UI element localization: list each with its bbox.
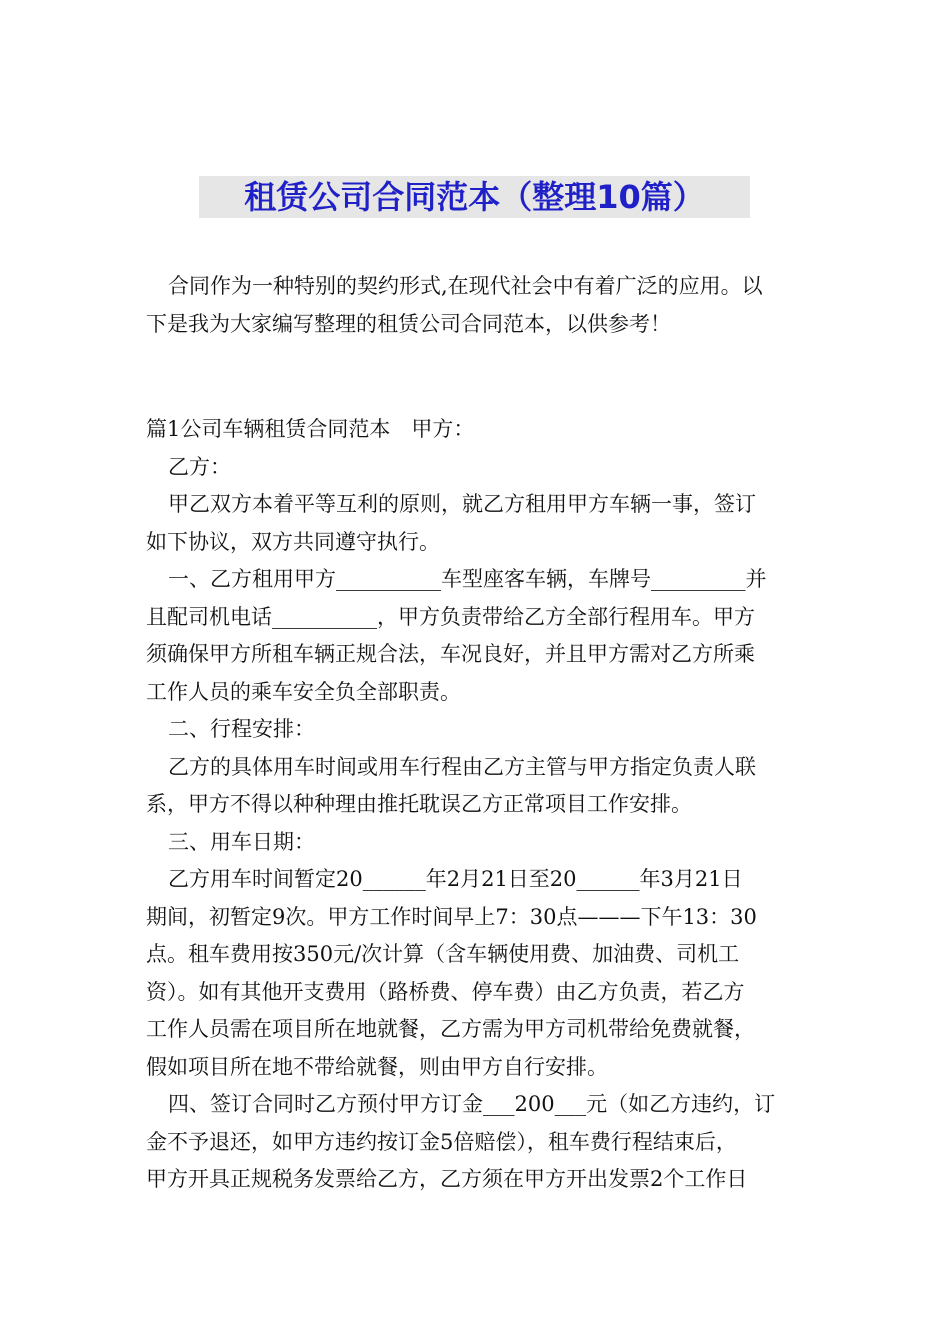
intro-line: 合同作为一种特别的契约形式,在现代社会中有着广泛的应用。以	[168, 274, 763, 298]
clause-3-line: 假如项目所在地不带给就餐，则由甲方自行安排。	[146, 1054, 608, 1079]
clause-3-heading: 三、用车日期：	[168, 829, 315, 854]
clause-3-line: 工作人员需在项目所在地就餐，乙方需为甲方司机带给免费就餐，	[146, 1017, 755, 1041]
clause-3-line: 乙方用车时间暂定20______年2月21日至20______年3月21日	[168, 867, 743, 891]
clause-3-line: 资）。如有其他开支费用（路桥费、停车费）由乙方负责，若乙方	[146, 979, 745, 1004]
body-line: 甲乙双方本着平等互利的原则，就乙方租用甲方车辆一事，签订	[168, 492, 756, 516]
clause-3-line: 期间，初暂定9次。甲方工作时间早上7：30点———下午13：30	[146, 904, 757, 929]
document-title: 租赁公司合同范本（整理10篇）	[244, 178, 705, 216]
contract-body	[146, 411, 810, 1199]
section-heading: 篇1公司车辆租赁合同范本 甲方：	[146, 417, 475, 441]
intro-paragraph	[146, 268, 810, 343]
party-b-label: 乙方：	[168, 454, 231, 479]
clause-2-heading: 二、行程安排：	[168, 717, 315, 741]
clause-4-line: 四、签订合同时乙方预付甲方订金___200___元（如乙方违约，订	[168, 1092, 776, 1116]
clause-2-line: 乙方的具体用车时间或用车行程由乙方主管与甲方指定负责人联	[168, 754, 756, 779]
clause-4-line: 金不予退还，如甲方违约按订金5倍赔偿），租车费行程结束后，	[146, 1129, 737, 1154]
clause-1-line: 一、乙方租用甲方__________车型座客车辆，车牌号_________并	[168, 567, 767, 591]
intro-line: 下是我为大家编写整理的租赁公司合同范本，以供参考！	[146, 311, 671, 336]
clause-4-line: 甲方开具正规税务发票给乙方，乙方须在甲方开出发票2个工作日	[146, 1167, 748, 1191]
clause-2-line: 系，甲方不得以种种理由推托耽误乙方正常项目工作安排。	[146, 792, 692, 816]
clause-1-line: 且配司机电话__________，甲方负责带给乙方全部行程用车。甲方	[146, 604, 755, 629]
clause-3-line: 点。租车费用按350元/次计算（含车辆使用费、加油费、司机工	[146, 942, 740, 966]
body-line: 如下协议，双方共同遵守执行。	[146, 529, 440, 554]
clause-1-line: 工作人员的乘车安全负全部职责。	[146, 679, 461, 704]
clause-1-line: 须确保甲方所租车辆正规合法，车况良好，并且甲方需对乙方所乘	[146, 642, 755, 666]
